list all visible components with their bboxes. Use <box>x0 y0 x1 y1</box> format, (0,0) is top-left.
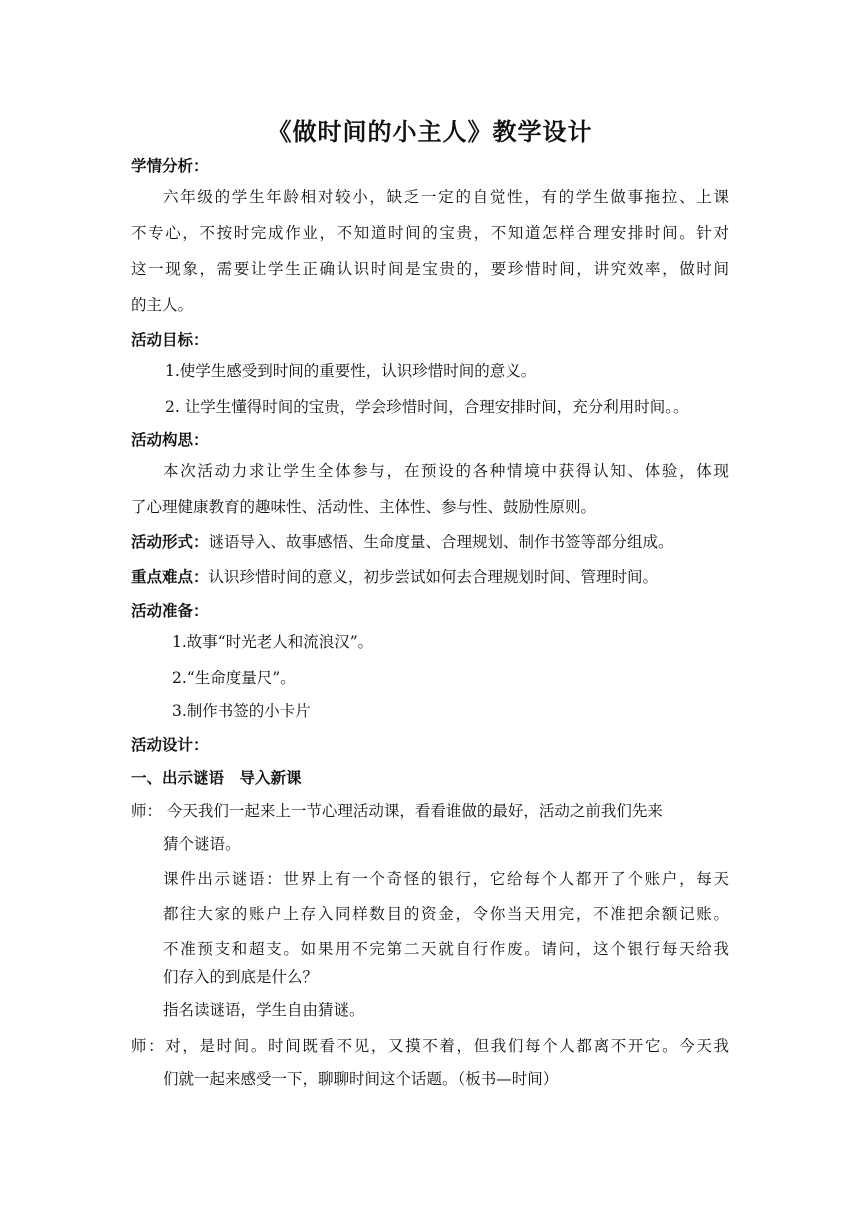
prep-item: 1.故事“时光老人和流浪汉”。 <box>172 633 374 651</box>
concept-line: 本次活动力求让学生全体参与，在预设的各种情境中获得认知、体验，体现 <box>163 462 729 480</box>
analysis-line: 六年级的学生年龄相对较小，缺乏一定的自觉性，有的学生做事拖拉、上课 <box>163 188 729 206</box>
riddle-line: 指名读谜语，学生自由猜谜。 <box>163 1001 365 1019</box>
prep-item: 2.“生命度量尺”。 <box>172 669 296 687</box>
goal-item: 2. 让学生懂得时间的宝贵，学会珍惜时间，合理安排时间，充分利用时间。。 <box>165 398 689 416</box>
analysis-line: 这一现象，需要让学生正确认识时间是宝贵的，要珍惜时间，讲究效率，做时间 <box>131 260 729 278</box>
teacher-line: 师： 今天我们一起来上一节心理活动课，看看谁做的最好，活动之前我们先来 <box>131 802 663 820</box>
riddle-line: 们存入的到底是什么？ <box>163 968 319 986</box>
key-row <box>131 567 731 587</box>
concept-line: 了心理健康教育的趣味性、活动性、主体性、参与性、鼓励性原则。 <box>131 498 597 516</box>
teacher-line: 师：对，是时间。时间既看不见，又摸不着，但我们每个人都离不开它。今天我 <box>131 1037 729 1055</box>
prep-heading: 活动准备： <box>131 602 209 620</box>
teacher-line: 们就一起来感受一下，聊聊时间这个话题。（板书—时间） <box>163 1070 559 1088</box>
riddle-line: 课件出示谜语：世界上有一个奇怪的银行，它给每个人都开了个账户，每天 <box>163 870 729 888</box>
teacher-line: 猜个谜语。 <box>163 835 241 853</box>
page-title: 《做时间的小主人》教学设计 <box>267 118 593 146</box>
form-row <box>131 532 731 552</box>
riddle-line: 都往大家的账户上存入同样数目的资金，令你当天用完，不准把余额记账。 <box>163 905 729 923</box>
form-text: 谜语导入、故事感悟、生命度量、合理规划、制作书签等部分组成。 <box>208 533 674 551</box>
prep-item: 3.制作书签的小卡片 <box>172 702 311 720</box>
analysis-line: 的主人。 <box>131 296 194 314</box>
key-label: 重点难点： <box>131 568 209 586</box>
analysis-heading: 学情分析： <box>131 157 209 175</box>
form-label: 活动形式： <box>131 533 209 551</box>
key-text: 认识珍惜时间的意义，初步尝试如何去合理规划时间、管理时间。 <box>208 568 659 586</box>
design-heading: 活动设计： <box>131 736 209 754</box>
riddle-line: 不准预支和超支。如果用不完第二天就自行作废。请问，这个银行每天给我 <box>163 940 729 958</box>
analysis-line: 不专心，不按时完成作业，不知道时间的宝贵，不知道怎样合理安排时间。针对 <box>131 224 729 242</box>
concept-heading: 活动构思： <box>131 431 209 449</box>
goals-heading: 活动目标： <box>131 331 209 349</box>
goal-item: 1.使学生感受到时间的重要性，认识珍惜时间的意义。 <box>165 362 537 380</box>
part1-heading: 一、出示谜语 导入新课 <box>131 769 302 787</box>
